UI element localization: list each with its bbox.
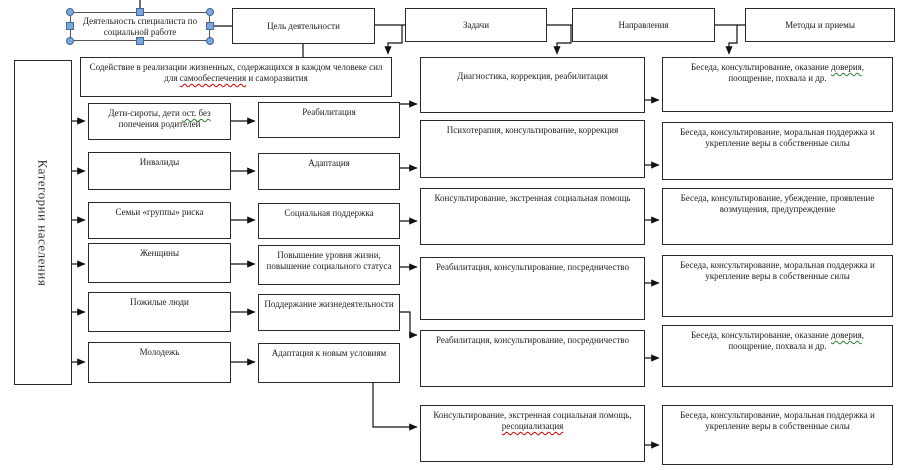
activity-label: Деятельность специалиста по социальной работе — [82, 15, 198, 37]
goal-text: Повышение уровня жизни, повышение социального статуса — [266, 250, 392, 271]
category-text: Молодежь — [139, 347, 180, 357]
category-text: Семьи «группы» риска — [115, 207, 204, 217]
method-text: Беседа, консультирование, моральная поддержка и укрепление веры в собственные силы — [680, 127, 875, 148]
task-text: Психотерапия, консультирование, коррекция — [446, 125, 619, 135]
methods-label: Методы и приемы — [785, 19, 855, 30]
grammar-flagged-word: доверия — [831, 330, 862, 340]
directions-label: Направления — [618, 19, 669, 30]
category-box-1[interactable] — [88, 103, 231, 140]
goal-text: Адаптация — [308, 158, 350, 168]
task-box-6[interactable] — [420, 405, 645, 462]
task-box-5[interactable] — [420, 330, 645, 387]
task-box-3[interactable] — [420, 188, 645, 245]
methods-shape[interactable] — [745, 8, 895, 42]
method-box-4[interactable] — [662, 255, 893, 317]
category-box-3[interactable] — [88, 202, 231, 239]
category-box-5[interactable] — [88, 292, 231, 332]
goal-shape[interactable] — [232, 8, 375, 44]
method-box-5[interactable] — [662, 325, 893, 387]
category-text: Дети-сироты, дети ост. без попечения родителей — [108, 108, 211, 129]
goal-text: Реабилитация — [302, 107, 356, 117]
misspelled-word: ресоциализация — [501, 421, 564, 431]
categories-label: Категории населения — [35, 159, 51, 286]
category-text: Женщины — [139, 248, 180, 258]
goal-statement-text: Содействие в реализации жизненных, содержащихся в каждом человеке сил для самообеспечения и саморазвития — [89, 62, 383, 83]
goal-statement-shape[interactable] — [80, 57, 392, 97]
categories-shape[interactable] — [14, 60, 72, 385]
category-text: Пожилые люди — [130, 297, 189, 307]
task-box-2[interactable] — [420, 120, 645, 178]
selection-handle-ne[interactable] — [206, 8, 214, 16]
grammar-flagged-word: доверия — [831, 62, 862, 72]
category-text: Инвалиды — [139, 157, 180, 167]
selection-handle-n[interactable] — [136, 8, 144, 16]
method-box-1[interactable] — [662, 57, 893, 112]
category-box-2[interactable] — [88, 152, 231, 190]
method-box-6[interactable] — [662, 405, 893, 465]
task-text: Консультирование, экстренная социальная помощь — [434, 193, 631, 203]
category-box-4[interactable] — [88, 243, 231, 283]
selection-handle-nw[interactable] — [66, 8, 74, 16]
tasks-shape[interactable] — [405, 8, 547, 42]
task-text: Реабилитация, консультирование, посредничество — [436, 335, 629, 345]
selection-handle-s[interactable] — [136, 37, 144, 45]
goal-text: Адаптация к новым условиям — [271, 348, 387, 358]
goal-box-5[interactable] — [258, 294, 400, 331]
selection-handle-sw[interactable] — [66, 37, 74, 45]
goal-box-2[interactable] — [258, 153, 400, 190]
selection-handle-se[interactable] — [206, 37, 214, 45]
task-text: Консультирование, экстренная социальная помощь, ресоциализация — [433, 410, 632, 431]
goal-box-6[interactable] — [258, 343, 400, 383]
goal-text: Социальная поддержка — [284, 208, 374, 218]
method-text: Беседа, консультирование, моральная поддержка и укрепление веры в собственные силы — [680, 410, 875, 431]
method-box-3[interactable] — [662, 188, 893, 245]
directions-shape[interactable] — [572, 8, 715, 42]
method-text: Беседа, консультирование, оказание доверия, поощрение, похвала и др. — [690, 330, 865, 351]
category-box-6[interactable] — [88, 342, 231, 383]
task-box-4[interactable] — [420, 257, 645, 320]
goal-label: Цель деятельности — [267, 20, 340, 31]
selection-handle-w[interactable] — [66, 22, 74, 30]
task-text: Реабилитация, консультирование, посредничество — [436, 262, 629, 272]
misspelled-word: самообеспечения — [179, 73, 247, 83]
goal-box-3[interactable] — [258, 203, 400, 239]
grammar-flagged-word: ост. без — [182, 108, 211, 118]
method-text: Беседа, консультирование, моральная поддержка и укрепление веры в собственные силы — [680, 260, 875, 281]
goal-text: Поддержание жизнедеятельности — [264, 299, 394, 309]
goal-box-1[interactable] — [258, 102, 400, 138]
tasks-label: Задачи — [462, 19, 490, 30]
method-text: Беседа, консультирование, убеждение, проявление возмущения, предупреждение — [680, 193, 875, 214]
method-text: Беседа, консультирование, оказание доверия, поощрение, похвала и др. — [690, 62, 865, 83]
selection-handle-e[interactable] — [206, 22, 214, 30]
method-box-2[interactable] — [662, 122, 893, 180]
task-box-1[interactable] — [420, 57, 645, 113]
task-text: Диагностика, коррекция, реабилитация — [457, 71, 608, 81]
goal-box-4[interactable] — [258, 245, 400, 285]
